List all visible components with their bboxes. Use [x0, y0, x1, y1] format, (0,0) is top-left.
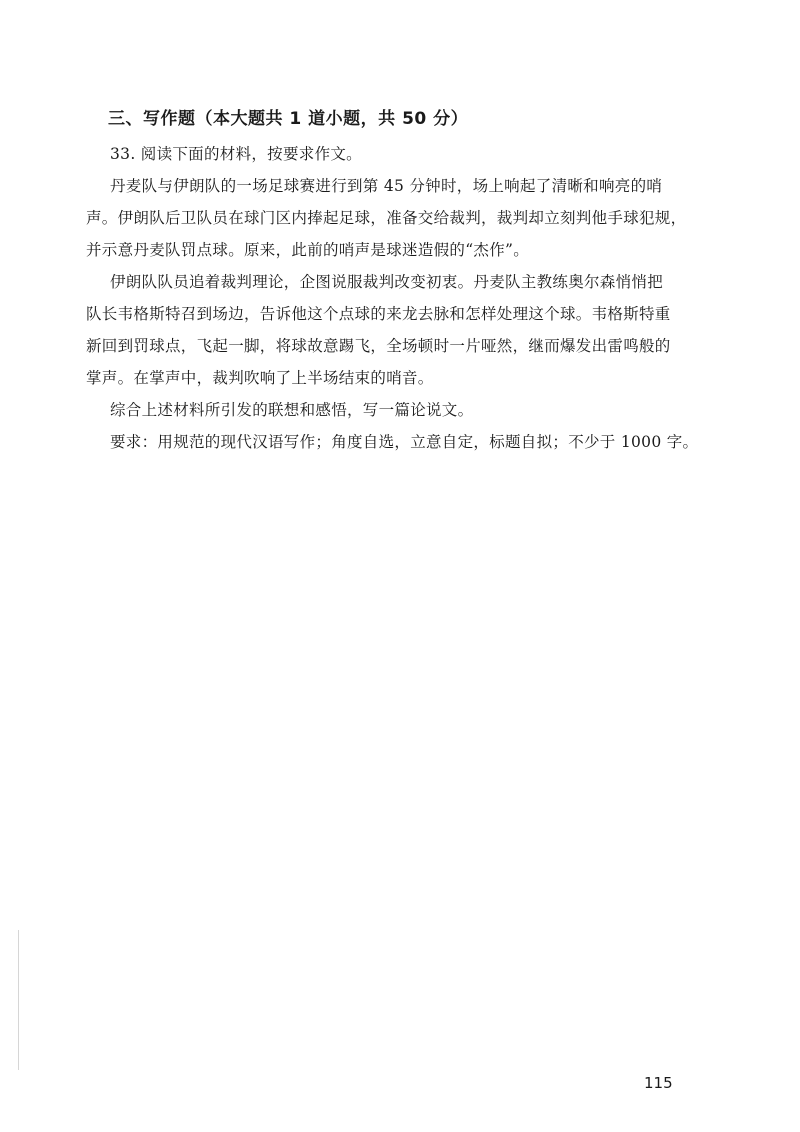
- paragraph-line: 伊朗队队员追着裁判理论，企图说服裁判改变初衷。丹麦队主教练奥尔森悄悄把: [110, 273, 664, 291]
- paragraph-line: 掌声。在掌声中，裁判吹响了上半场结束的哨音。: [86, 369, 434, 387]
- scan-edge-line: [18, 930, 19, 1070]
- paragraph-line: 新回到罚球点，飞起一脚，将球故意踢飞，全场顿时一片哑然，继而爆发出雷鸣般的: [86, 337, 671, 355]
- question-body: [86, 138, 699, 458]
- writing-task: 综合上述材料所引发的联想和感悟，写一篇论说文。: [110, 401, 474, 419]
- paragraph-line: 并示意丹麦队罚点球。原来，此前的哨声是球迷造假的“杰作”。: [86, 241, 530, 259]
- paragraph-line: 队长韦格斯特召到场边，告诉他这个点球的来龙去脉和怎样处理这个球。韦格斯特重: [86, 305, 671, 323]
- page-number: 115: [644, 1074, 673, 1092]
- paragraph-line: 声。伊朗队后卫队员在球门区内捧起足球，准备交给裁判，裁判却立刻判他手球犯规，: [86, 209, 687, 227]
- paragraph-line: 丹麦队与伊朗队的一场足球赛进行到第 45 分钟时，场上响起了清晰和响亮的哨: [110, 177, 663, 195]
- material-paragraph-2: [86, 266, 690, 394]
- question-prompt: 33. 阅读下面的材料，按要求作文。: [110, 145, 362, 163]
- writing-requirements: 要求：用规范的现代汉语写作；角度自选，立意自定，标题自拟；不少于 1000 字。: [110, 433, 699, 451]
- material-paragraph-1: [86, 170, 690, 266]
- section-heading: 三、写作题（本大题共 1 道小题，共 50 分）: [108, 109, 469, 129]
